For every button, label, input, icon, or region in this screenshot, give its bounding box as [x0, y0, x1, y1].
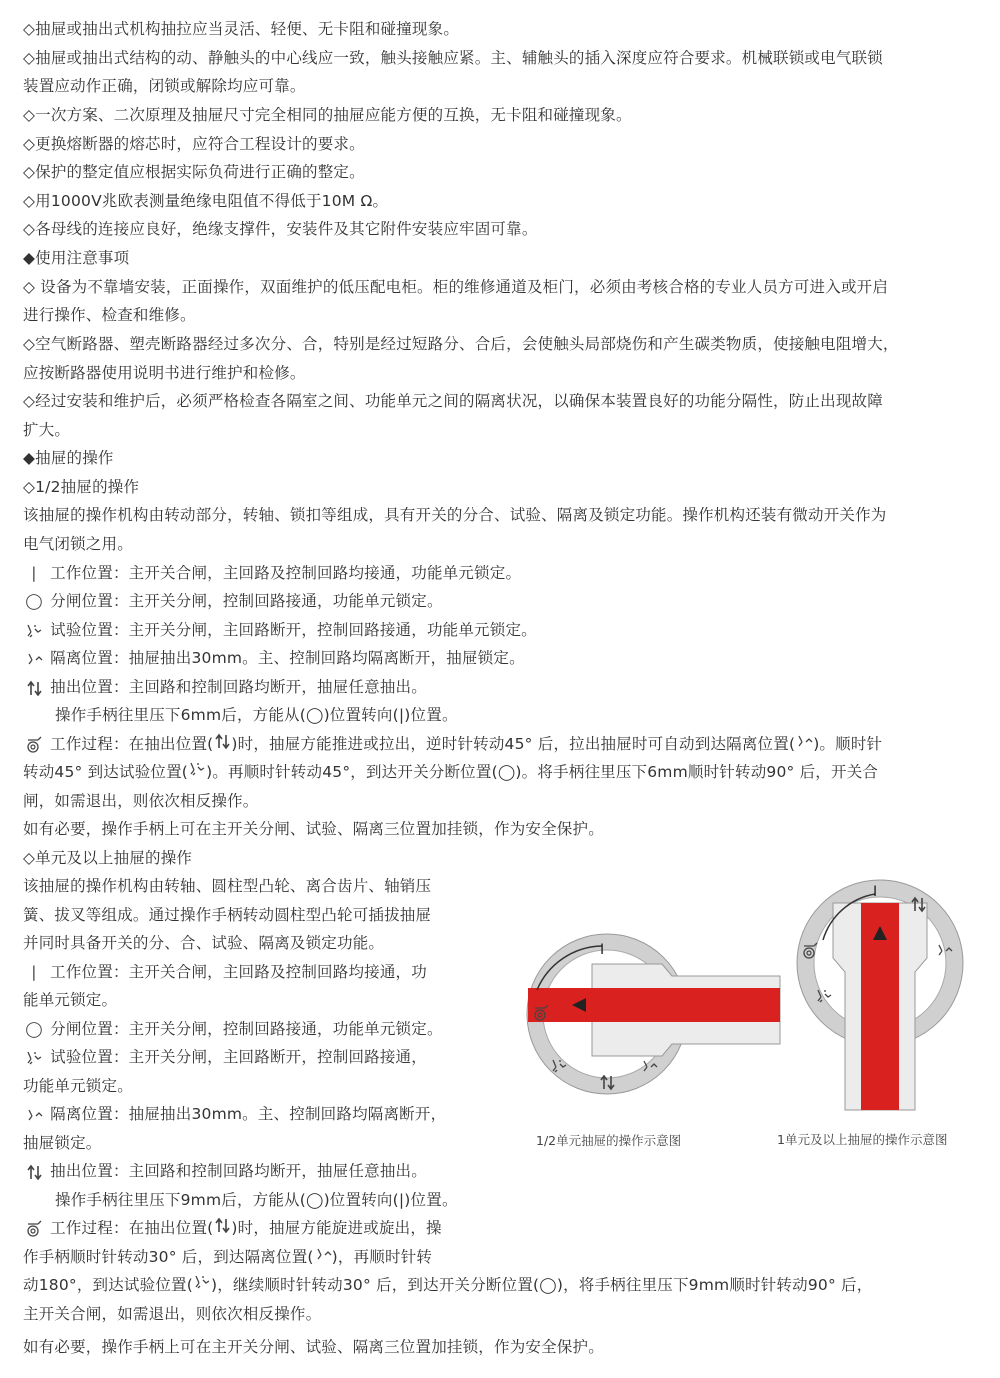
half-diagram-caption: 1/2单元抽屉的操作示意图 — [536, 1133, 682, 1148]
unit-intro-1: 该抽屉的操作机构由转轴、圆柱型凸轮、离合齿片、轴销压 — [23, 877, 432, 895]
check-line-5: ◇保护的整定值应根据实际负荷进行正确的整定。 — [23, 163, 365, 181]
usage-heading: ◆使用注意事项 — [23, 249, 130, 267]
half-pos-iso: 隔离位置：抽屉抽出30mm。主、控制回路均隔离断开，抽屉锁定。 — [23, 644, 525, 673]
usage-line-5: ◇经过安装和维护后，必须严格检查各隔室之间、功能单元之间的隔离状况，以确保本装置良好的功能分隔性，防止出现故障 — [23, 392, 883, 410]
check-line-2: ◇抽屉或抽出式结构的动、静触头的中心线应一致，触头接触应紧。主、辅触头的插入深度应符合要求。机械联锁或电气联锁 — [23, 49, 883, 67]
withdraw-position-icon — [23, 1157, 45, 1186]
usage-line-3: ◇空气断路器、塑壳断路器经过多次分、合，特别是经过短路分、合后，会使触头局部烧伤和产生碳类物质，使接触电阻增大， — [23, 335, 899, 353]
half-lock-note: 如有必要，操作手柄上可在主开关分闸、试验、隔离三位置加挂锁，作为安全保护。 — [23, 820, 604, 838]
on-position-icon: | — [31, 963, 37, 981]
isolation-position-icon — [23, 644, 45, 673]
check-line-6: ◇用1000V兆欧表测量绝缘电阻值不得低于10M Ω。 — [23, 192, 389, 210]
off-position-icon: ◯ — [306, 706, 324, 724]
off-position-icon: ◯ — [497, 763, 516, 781]
withdraw-position-icon — [213, 1217, 231, 1233]
unit-pos-open: ◯ 分闸位置：主开关分闸，控制回路接通，功能单元锁定。 — [23, 1015, 443, 1044]
half-drawer-heading: ◇1/2抽屉的操作 — [23, 478, 140, 496]
unit-procedure-3: 动180°，到达试验位置( )，继续顺时针转动30° 后，到达开关分断位置(◯)，将手柄往里压下9mm顺时针转动90° 后， — [23, 1276, 873, 1294]
usage-line-2: 进行操作、检查和维修。 — [23, 306, 196, 324]
test-position-icon — [193, 1274, 211, 1290]
off-position-icon: ◯ — [306, 1191, 324, 1209]
check-line-4: ◇更换熔断器的熔芯时，应符合工程设计的要求。 — [23, 135, 365, 153]
test-position-icon — [188, 761, 206, 777]
half-procedure-2: 转动45° 到达试验位置( )。再顺时针转动45°，到达开关分断位置(◯)。将手柄往里压下6mm顺时针转动90° 后，开关合 — [23, 763, 879, 781]
off-position-icon: ◯ — [25, 592, 43, 610]
withdraw-position-icon — [213, 733, 231, 749]
unit-procedure-1: 工作过程：在抽出位置( )时，抽屉方能旋进或旋出，操 — [23, 1214, 442, 1243]
procedure-icon — [23, 1214, 45, 1243]
on-position-icon: | — [31, 564, 37, 582]
half-intro-1: 该抽屉的操作机构由转动部分，转轴、锁扣等组成，具有开关的分合、试验、隔离及锁定功能。操作机构还装有微动开关作为 — [23, 506, 887, 524]
unit-pos-iso-cont: 抽屉锁定。 — [23, 1134, 102, 1152]
usage-line-1: ◇ 设备为不靠墙安装，正面操作，双面维护的低压配电柜。柜的维修通道及柜门，必须由考核合格的专业人员方可进入或开启 — [23, 278, 889, 296]
unit-lock-note: 如有必要，操作手柄上可在主开关分闸、试验、隔离三位置加挂锁，作为安全保护。 — [23, 1338, 604, 1356]
test-position-icon — [23, 1043, 45, 1072]
off-position-icon: ◯ — [25, 1020, 43, 1038]
half-procedure-3: 闸，如需退出，则依次相反操作。 — [23, 792, 259, 810]
unit-diagram-caption: 1单元及以上抽屉的操作示意图 — [777, 1132, 948, 1147]
on-position-icon: | — [398, 706, 405, 724]
unit-pos-work-cont: 能单元锁定。 — [23, 991, 118, 1009]
test-position-icon — [23, 616, 45, 645]
half-pos-open: ◯ 分闸位置：主开关分闸，控制回路接通，功能单元锁定。 — [23, 587, 443, 616]
unit-procedure-2: 作手柄顺时针转动30° 后，到达隔离位置( )，再顺时针转 — [23, 1248, 433, 1266]
unit-press-note: 操作手柄往里压下9mm后，方能从(◯)位置转向(|)位置。 — [55, 1191, 458, 1209]
half-drawer-handle-diagram — [522, 932, 788, 1102]
half-pos-work: | 工作位置：主开关合闸，主回路及控制回路均接通，功能单元锁定。 — [23, 559, 521, 588]
half-pos-out: 抽出位置：主回路和控制回路均断开，抽屉任意抽出。 — [23, 673, 427, 702]
unit-pos-test-cont: 功能单元锁定。 — [23, 1077, 133, 1095]
isolation-position-icon — [23, 1100, 45, 1129]
off-position-icon: ◯ — [539, 1276, 557, 1294]
check-line-2-cont: 装置应动作正确，闭锁或解除均应可靠。 — [23, 77, 306, 95]
unit-intro-3: 并同时具备开关的分、合、试验、隔离及锁定功能。 — [23, 934, 385, 952]
isolation-position-icon — [314, 1246, 332, 1262]
unit-pos-iso: 隔离位置：抽屉抽出30mm。主、控制回路均隔离断开， — [23, 1100, 446, 1129]
check-line-3: ◇一次方案、二次原理及抽屉尺寸完全相同的抽屉应能方便的互换，无卡阻和碰撞现象。 — [23, 106, 632, 124]
check-line-7: ◇各母线的连接应良好，绝缘支撑件，安装件及其它附件安装应牢固可靠。 — [23, 220, 538, 238]
unit-pos-out: 抽出位置：主回路和控制回路均断开，抽屉任意抽出。 — [23, 1157, 427, 1186]
on-position-icon: | — [398, 1191, 405, 1209]
half-intro-2: 电气闭锁之用。 — [23, 535, 133, 553]
dial-on-mark: I — [873, 884, 878, 900]
unit-intro-2: 簧、拔叉等组成。通过操作手柄转动圆柱型凸轮可插拔抽屉 — [23, 906, 432, 924]
isolation-position-icon — [795, 733, 813, 749]
usage-line-6: 扩大。 — [23, 421, 71, 439]
unit-pos-test: 试验位置：主开关分闸，主回路断开，控制回路接通， — [23, 1043, 427, 1072]
half-procedure-1: 工作过程：在抽出位置( )时，抽屉方能推进或拉出，逆时针转动45° 后，拉出抽屉时可自动到达隔离位置( )。顺时针 — [23, 730, 882, 759]
usage-line-4: 应按断路器使用说明书进行维护和检修。 — [23, 364, 306, 382]
unit-procedure-4: 主开关合闸，如需退出，则依次相反操作。 — [23, 1305, 322, 1323]
unit-drawer-heading: ◇单元及以上抽屉的操作 — [23, 849, 193, 867]
half-pos-test: 试验位置：主开关分闸，主回路断开，控制回路接通，功能单元锁定。 — [23, 616, 537, 645]
check-line-1: ◇抽屉或抽出式机构抽拉应当灵活、轻便、无卡阻和碰撞现象。 — [23, 20, 460, 38]
unit-pos-work: | 工作位置：主开关合闸，主回路及控制回路均接通，功 — [23, 958, 427, 987]
dial-on-mark: I — [600, 942, 605, 958]
procedure-icon — [23, 730, 45, 759]
withdraw-position-icon — [23, 673, 45, 702]
half-press-note: 操作手柄往里压下6mm后，方能从(◯)位置转向(|)位置。 — [55, 706, 458, 724]
unit-drawer-handle-diagram — [795, 878, 965, 1113]
drawer-ops-heading: ◆抽屉的操作 — [23, 449, 114, 467]
